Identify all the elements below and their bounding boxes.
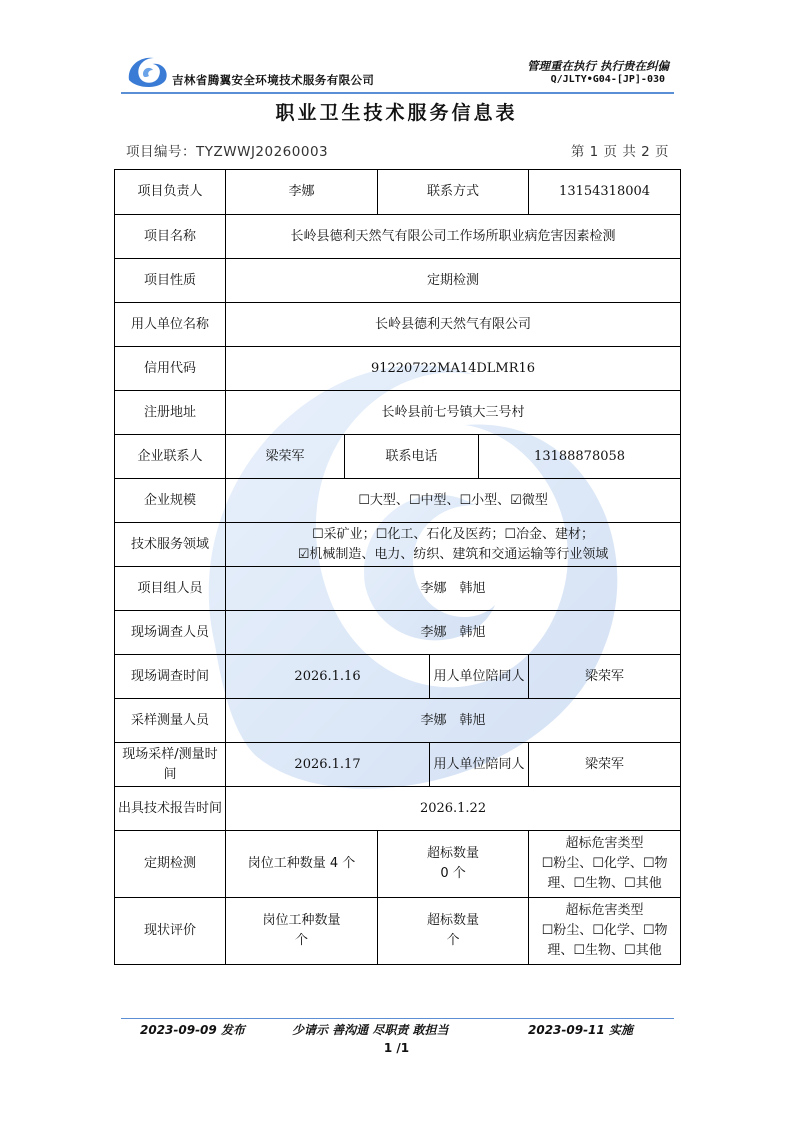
enterprise-contact-value: 梁荣军 [226,435,345,479]
sampling-time-value: 2026.1.17 [226,743,430,787]
company-logo [126,54,170,90]
row-status [115,898,681,965]
row-service-field [115,523,681,567]
leader-value: 李娜 [226,170,378,215]
contact-label: 联系方式 [378,170,529,215]
employer-label: 用人单位名称 [115,303,226,347]
phone-label: 联系电话 [345,435,479,479]
implement-date: 2023-09-11 实施 [528,1023,633,1037]
row-periodic [115,831,681,898]
status-posts-title: 岗位工种数量 [262,913,341,928]
info-table [114,169,681,965]
status-label: 现状评价 [115,898,226,965]
sampling-escort-label: 用人单位陪同人 [430,743,529,787]
members-label: 项目组人员 [115,567,226,611]
contact-value: 13154318004 [529,170,681,215]
service-field-value [226,523,681,567]
scale-value: ☐大型、☐中型、☐小型、☑微型 [226,479,681,523]
row-nature [115,259,681,303]
footer-page-number: 1 /1 [383,1041,410,1055]
company-name: 吉林省腾翼安全环境技术服务有限公司 [172,73,375,87]
credit-value: 91220722MA14DLMR16 [226,347,681,391]
survey-escort-value: 梁荣军 [529,655,681,699]
periodic-exceed-value: 0 个 [440,866,466,881]
project-name-value: 长岭县德利天然气有限公司工作场所职业病危害因素检测 [226,215,681,259]
row-sampling-time [115,743,681,787]
sampling-staff-label: 采样测量人员 [115,699,226,743]
row-report-time [115,787,681,831]
credit-label: 信用代码 [115,347,226,391]
employer-value: 长岭县德利天然气有限公司 [226,303,681,347]
survey-escort-label: 用人单位陪同人 [430,655,529,699]
status-hazard-title: 超标危害类型 [565,903,644,918]
publish-date: 2023-09-09 发布 [140,1023,245,1037]
status-hazard-line-2: 理、☐生物、☐其他 [547,943,662,958]
row-credit [115,347,681,391]
page-indicator: 第 1 页 共 2 页 [570,144,669,160]
row-scale [115,479,681,523]
row-leader [115,170,681,215]
service-field-line-1: ☐采矿业；☐化工、石化及医药；☐冶金、建材； [312,526,594,542]
row-members [115,567,681,611]
periodic-hazard-cell [529,831,681,898]
service-field-label: 技术服务领域 [115,523,226,567]
leader-label: 项目负责人 [115,170,226,215]
footer-divider [121,1018,674,1019]
service-field-line-2: ☑机械制造、电力、纺织、建筑和交通运输等行业领域 [297,546,609,562]
status-hazard-line-1: ☐粉尘、☐化学、☐物 [541,923,668,938]
report-time-label: 出具技术报告时间 [115,787,226,831]
sampling-time-label: 现场采样/测量时间 [115,743,226,787]
periodic-hazard-line-2: 理、☐生物、☐其他 [547,876,662,891]
members-value: 李娜 韩旭 [226,567,681,611]
periodic-posts: 岗位工种数量 4 个 [226,831,378,898]
survey-time-value: 2026.1.16 [226,655,430,699]
status-posts-value: 个 [295,933,309,948]
report-time-value: 2026.1.22 [226,787,681,831]
status-exceed-value: 个 [446,933,460,948]
periodic-hazard-line-1: ☐粉尘、☐化学、☐物 [541,856,668,871]
enterprise-contact-label: 企业联系人 [115,435,226,479]
status-exceed-cell [378,898,529,965]
row-survey-staff [115,611,681,655]
row-survey-time [115,655,681,699]
periodic-exceed-title: 超标数量 [427,846,480,861]
periodic-exceed-cell [378,831,529,898]
survey-staff-label: 现场调查人员 [115,611,226,655]
phone-value: 13188878058 [479,435,681,479]
address-value: 长岭县前七号镇大三号村 [226,391,681,435]
status-hazard-cell [529,898,681,965]
project-name-label: 项目名称 [115,215,226,259]
row-enterprise-contact [115,435,681,479]
footer-slogan: 少请示 善沟通 尽职责 敢担当 [292,1023,449,1037]
row-sampling-staff [115,699,681,743]
document-code: Q/JLTY•G04-[JP]-030 [550,74,665,85]
periodic-hazard-title: 超标危害类型 [565,836,644,851]
page-title: 职业卫生技术服务信息表 [275,102,518,124]
address-label: 注册地址 [115,391,226,435]
row-address [115,391,681,435]
survey-time-label: 现场调查时间 [115,655,226,699]
status-posts-cell [226,898,378,965]
nature-value: 定期检测 [226,259,681,303]
scale-label: 企业规模 [115,479,226,523]
header-motto: 管理重在执行 执行贵在纠偏 [526,59,669,73]
header-divider [121,92,674,94]
nature-label: 项目性质 [115,259,226,303]
row-employer [115,303,681,347]
status-exceed-title: 超标数量 [427,913,480,928]
sampling-staff-value: 李娜 韩旭 [226,699,681,743]
project-number: 项目编号：TYZWWJ20260003 [126,144,329,160]
row-project-name [115,215,681,259]
survey-staff-value: 李娜 韩旭 [226,611,681,655]
periodic-label: 定期检测 [115,831,226,898]
sampling-escort-value: 梁荣军 [529,743,681,787]
